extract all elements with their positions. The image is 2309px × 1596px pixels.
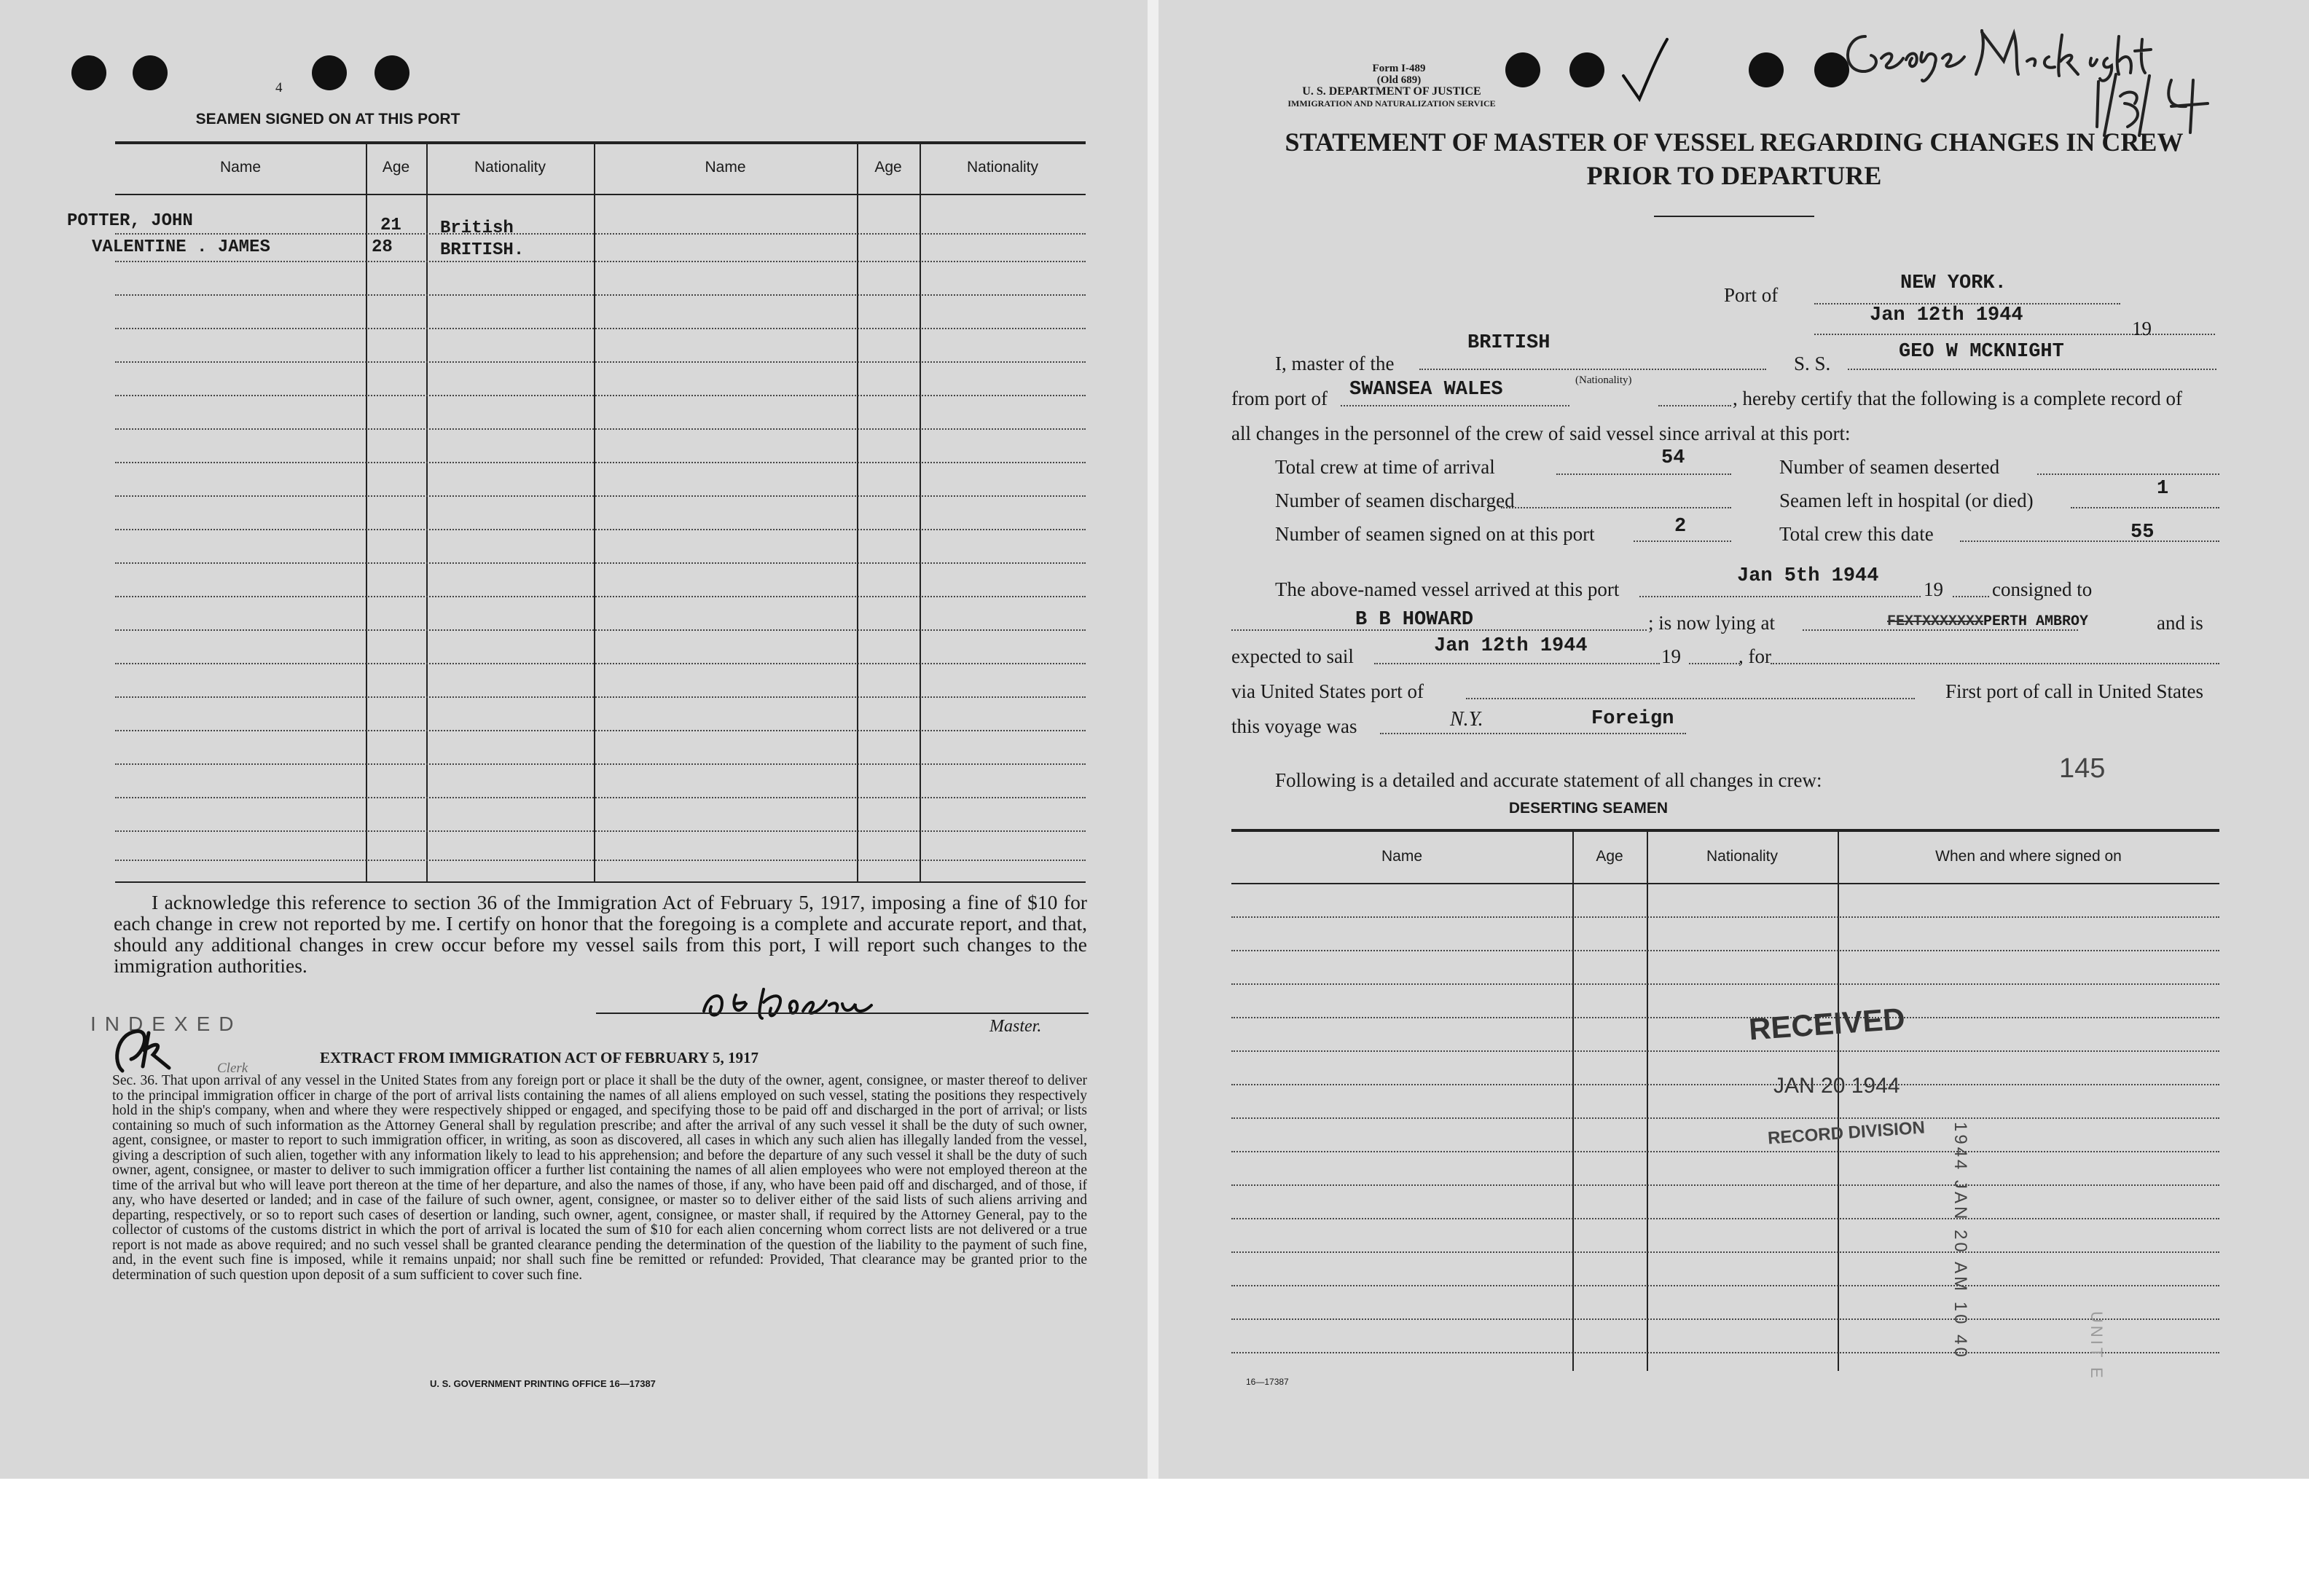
department-name: U. S. DEPARTMENT OF JUSTICE <box>1302 85 1481 98</box>
year-suffix: 19 <box>1661 645 1681 667</box>
from-port-label: from port of <box>1231 388 1328 409</box>
consigned-label: consigned to <box>1992 578 2093 600</box>
ss-label: S. S. <box>1794 353 1831 374</box>
arrived-label: The above-named vessel arrived at this port <box>1275 578 1620 600</box>
col-header-nationality: Nationality <box>1706 848 1779 865</box>
master-prefix: I, master of the <box>1275 353 1395 374</box>
crew-age: 21 <box>380 216 401 235</box>
punch-hole-icon <box>71 55 106 90</box>
col-header-name: Name <box>219 159 262 176</box>
lying-value: PERTH AMBROY <box>1983 613 2089 630</box>
clerk-initials <box>109 1026 197 1077</box>
certify-text: , hereby certify that the following is a complete record of <box>1733 388 2183 409</box>
time-stamp-vertical: 1944 JAN 20 AM 10 40 <box>1951 1122 1970 1360</box>
punch-hole-icon <box>133 55 168 90</box>
crew-age: 28 <box>372 237 393 257</box>
check-mark-icon <box>1610 35 1683 108</box>
col-header-nationality: Nationality <box>966 159 1039 176</box>
from-port-value: SWANSEA WALES <box>1349 379 1503 401</box>
crew-nationality: BRITISH. <box>440 240 525 260</box>
following-label: Following is a detailed and accurate statement of all changes in crew: <box>1275 769 1822 791</box>
nationality-note: (Nationality) <box>1575 374 1632 386</box>
hospital-value: 1 <box>2157 478 2169 500</box>
total-today-label: Total crew this date <box>1779 523 1934 545</box>
and-is-label: and is <box>2157 612 2203 634</box>
arrived-value: Jan 5th 1944 <box>1737 565 1879 587</box>
left-page <box>0 0 1148 1479</box>
received-stamp: RECEIVED <box>1747 1001 1907 1047</box>
form-old-number: (Old 689) <box>1376 74 1422 86</box>
date-value: Jan 12th 1944 <box>1870 304 2023 326</box>
master-label: Master. <box>989 1017 1042 1036</box>
total-today-value: 55 <box>2130 522 2155 543</box>
punch-hole-icon <box>375 55 409 90</box>
punch-hole-icon <box>312 55 347 90</box>
punch-hole-icon <box>1569 52 1604 87</box>
total-crew-arrival-value: 54 <box>1661 447 1685 469</box>
deserting-title: DESERTING SEAMEN <box>1508 800 1669 817</box>
crew-name: POTTER, JOHN <box>67 211 193 231</box>
master-signature <box>701 979 876 1024</box>
form-number: Form I-489 <box>1372 63 1426 74</box>
lying-label: ; is now lying at <box>1648 612 1775 634</box>
acknowledgment-text: I acknowledge this reference to section 36 of the Immigration Act of February 5, 1917, imposing a fine of $10 for each change in crew not reported by me. I certify on honor that the foregoing is a complete and accurate report, and that, should any additional changes in crew occur before my vessel sails from this port, I will report such changes to the immigration authorities. <box>114 891 1087 977</box>
form-title-line2: PRIOR TO DEPARTURE <box>1586 161 1882 190</box>
extract-title: EXTRACT FROM IMMIGRATION ACT OF FEBRUARY 5, 1917 <box>319 1049 759 1066</box>
col-header-nationality: Nationality <box>474 159 546 176</box>
voyage-label: this voyage was <box>1231 715 1357 737</box>
punch-hole-icon <box>1505 52 1540 87</box>
col-header-name: Name <box>1381 848 1423 865</box>
printing-office-line: U. S. GOVERNMENT PRINTING OFFICE 16—17387 <box>430 1378 656 1389</box>
section-title: SEAMEN SIGNED ON AT THIS PORT <box>195 111 460 127</box>
total-crew-arrival-label: Total crew at time of arrival <box>1275 456 1495 478</box>
voyage-value: Foreign <box>1591 708 1674 730</box>
port-label: Port of <box>1724 284 1779 306</box>
signed-on-label: Number of seamen signed on at this port <box>1275 523 1595 545</box>
year-suffix: 19 <box>1924 578 1943 600</box>
footer-code: 16—17387 <box>1246 1377 1289 1387</box>
ship-name: GEO W MCKNIGHT <box>1899 341 2064 363</box>
first-port-label: First port of call in United States <box>1945 680 2203 702</box>
col-header-signed-on: When and where signed on <box>1935 848 2122 865</box>
voyage-value-handwritten: N.Y. <box>1450 708 1483 731</box>
lying-struck-text: FEXTXXXXXXX <box>1887 613 1984 630</box>
form-title-line1: STATEMENT OF MASTER OF VESSEL REGARDING CHANGES IN CREW <box>1285 127 2184 157</box>
discharged-label: Number of seamen discharged <box>1275 490 1515 511</box>
record-division-stamp: RECORD DIVISION <box>1767 1117 1926 1149</box>
expected-label: expected to sail <box>1231 645 1354 667</box>
nationality-value: BRITISH <box>1467 332 1551 354</box>
via-label: via United States port of <box>1231 680 1424 702</box>
faint-stamp: UNIT E <box>2087 1311 2106 1381</box>
page-number: 4 <box>275 80 283 95</box>
consignee-value: B B HOWARD <box>1355 609 1474 631</box>
for-label: , for <box>1738 645 1771 667</box>
col-header-name: Name <box>705 159 746 176</box>
col-header-age: Age <box>1596 848 1623 865</box>
crew-name: VALENTINE . JAMES <box>92 237 270 257</box>
clerk-label: Clerk <box>217 1061 248 1076</box>
changes-text: all changes in the personnel of the crew of said vessel since arrival at this port: <box>1231 422 1851 444</box>
signed-on-value: 2 <box>1674 516 1687 538</box>
hospital-label: Seamen left in hospital (or died) <box>1779 490 2034 511</box>
right-page <box>1159 0 2309 1479</box>
service-name: IMMIGRATION AND NATURALIZATION SERVICE <box>1287 98 1496 109</box>
received-stamp-date: JAN 20 1944 <box>1773 1074 1900 1098</box>
crew-nationality: British <box>440 219 514 238</box>
following-number: 145 <box>2059 753 2106 784</box>
deserted-label: Number of seamen deserted <box>1779 456 2000 478</box>
col-header-age: Age <box>382 159 410 176</box>
page-fold <box>1148 0 1159 1479</box>
extract-text: Sec. 36. That upon arrival of any vessel in the United States from any foreign port or place it shall be the duty of the owner, agent, consignee, or master thereof to deliver to the principal immigration officer in charge of the port of arrival lists containing the names of all aliens employed on such vessel, stating the positions they respectively hold in the ship's company, when and where they were respectively shipped or engaged, and specifying those to be paid off and discharged in the port of arrival; or lists containing so much of such information as the Attorney General shall by regulation prescribe; and after the arrival of any such vessel it shall be the duty of such owner, agent, consignee, or master to report to such immigration officer, in writing, as soon as discovered, all cases in which any such alien has illegally landed from the vessel, giving a description of such alien, together with any information likely to lead to his apprehension; and before the departure of any such vessel it shall be the duty of such owner, agent, consignee, or master to deliver to such immigration officer a further list containing the names of all alien employees who were not employed thereon at the time of the arrival but who will leave port thereon at the time of her departure, and also the names of those, if any, who have been paid off and discharged, and of those, if any, who have deserted or landed; and in case of the failure of such owner, agent, consignee, or master so to deliver either of the said lists of such aliens arriving and departing, respectively, or so to report such cases of desertion or landing, such owner, agent, consignee, or master shall, if required by the Attorney General, pay to the collector of customs of the customs district in which the port of arrival is located the sum of $10 for each alien concerning whom correct lists are not delivered or a true report is not made as above required; and no such vessel shall be granted clearance pending the determination of the question of the liability to the payment of such fine, and, in the event such fine is imposed, while it remains unpaid; nor shall such fine be remitted or refunded: Provided, That clearance may be granted prior to the determination of such question upon deposit of a sum sufficient to cover such fine. <box>112 1073 1087 1283</box>
col-header-age: Age <box>874 159 902 176</box>
year-suffix: 19 <box>2132 318 2152 339</box>
expected-value: Jan 12th 1944 <box>1434 635 1588 657</box>
punch-hole-icon <box>1749 52 1784 87</box>
port-value: NEW YORK. <box>1900 272 2007 294</box>
indexed-stamp: INDEXED <box>90 1013 243 1035</box>
